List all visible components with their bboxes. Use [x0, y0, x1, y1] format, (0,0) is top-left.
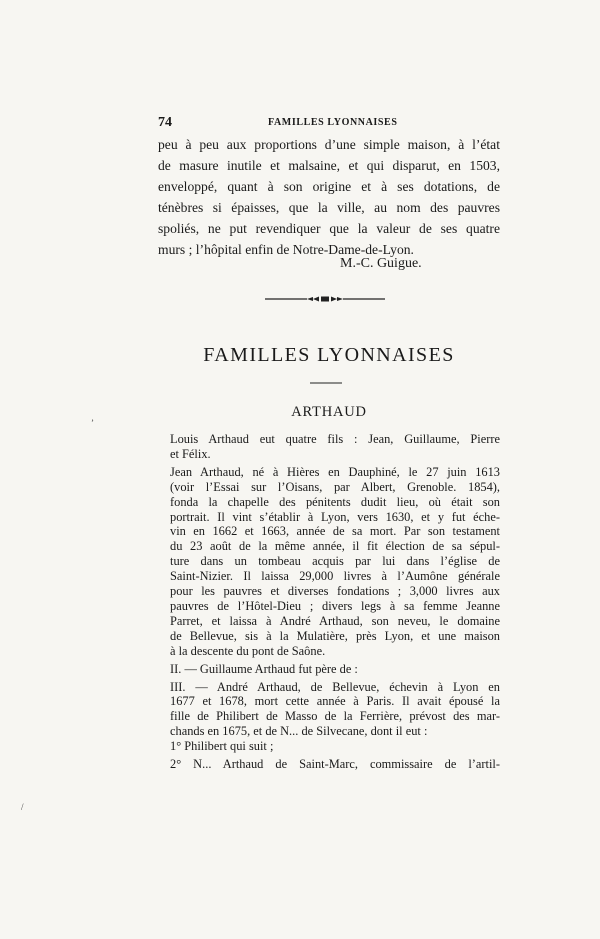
paragraph	[158, 432, 500, 462]
text-line: murs ; l’hôpital enfin de Notre-Dame-de-Lyon.	[158, 242, 414, 257]
margin-mark: /	[21, 802, 24, 812]
text-line: pauvres de l’Hôtel-Dieu ; divers legs à sa femme Jeanne	[170, 598, 500, 613]
text-line: de masure inutile et malsaine, et qui disparut, en 1503,	[158, 158, 500, 173]
text-line: chands en 1675, et de N... de Silvecane, dont il eut :	[170, 724, 428, 739]
text-line: à la descente du pont de Saône.	[170, 643, 326, 658]
text-line: Jean Arthaud, né à Hières en Dauphiné, le 27 juin 1613	[170, 464, 500, 479]
text-line: ture dans un tombeau acquis par lui dans l’église de	[170, 554, 500, 569]
page-number: 74	[158, 115, 172, 130]
article-title: FAMILLES LYONNAISES	[203, 344, 455, 366]
text-line: peu à peu aux proportions d’une simple maison, à l’état	[158, 137, 500, 152]
text-line: 2° N... Arthaud de Saint-Marc, commissaire de l’artil-	[170, 757, 500, 772]
previous-article-paragraph	[158, 134, 500, 260]
text-line: fille de Philibert de Masso de la Ferrière, prévost des mar-	[170, 709, 500, 724]
paragraph	[158, 465, 500, 659]
list-item	[158, 739, 500, 754]
text-line: 1677 et 1678, mort cette année à Paris. Il avait épousé la	[170, 694, 500, 709]
margin-mark: ’	[91, 418, 94, 428]
text-line: 1° Philibert qui suit ;	[170, 739, 274, 754]
running-head	[158, 115, 500, 131]
text-line: Saint-Nizier. Il laissa 29,000 livres à l’Aumône générale	[170, 569, 500, 584]
text-line: (voir l’Essai sur l’Oisans, par Albert, Grenoble. 1854),	[170, 479, 500, 494]
previous-article	[158, 134, 500, 260]
title-rule	[310, 381, 342, 385]
text-line: vin en 1662 et 1663, année de sa mort. Par son testament	[170, 524, 500, 539]
text-line: Louis Arthaud eut quatre fils : Jean, Guillaume, Pierre	[170, 432, 500, 446]
paragraph	[158, 662, 500, 677]
ornamental-divider	[263, 294, 387, 304]
paragraph	[158, 680, 500, 740]
text-line: et Félix.	[170, 446, 211, 461]
text-line: fonda la chapelle des pénitents dudit lieu, où était son	[170, 494, 500, 509]
text-line: spoliés, ne put revendiquer que la valeur de ses quatre	[158, 221, 500, 236]
text-line: pour les pauvres et diverses fondations ; 3,000 livres aux	[170, 584, 500, 599]
text-line: II. — Guillaume Arthaud fut père de :	[170, 661, 358, 676]
running-title: FAMILLES LYONNAISES	[268, 117, 398, 128]
section-title: ARTHAUD	[291, 404, 367, 420]
author-signature: M.-C. Guigue.	[340, 256, 422, 271]
text-line: ténèbres si épaisses, que la ville, au nom des pauvres	[158, 200, 500, 215]
text-line: portrait. Il vint s’établir à Lyon, vers 1630, et y fut éche-	[170, 509, 500, 524]
text-line: de Bellevue, sis à la Mulatière, près Lyon, et une maison	[170, 628, 500, 643]
text-line: du 23 août de la même année, il fit élection de sa sépul-	[170, 539, 500, 554]
text-line: III. — André Arthaud, de Bellevue, échevin à Lyon en	[170, 679, 500, 694]
text-line: Parret, et laissa à André Arthaud, son neveu, le domaine	[170, 613, 500, 628]
text-line: enveloppé, quant à son origine et à ses dotations, de	[158, 179, 500, 194]
list-item	[158, 757, 500, 772]
article-body	[158, 432, 500, 772]
